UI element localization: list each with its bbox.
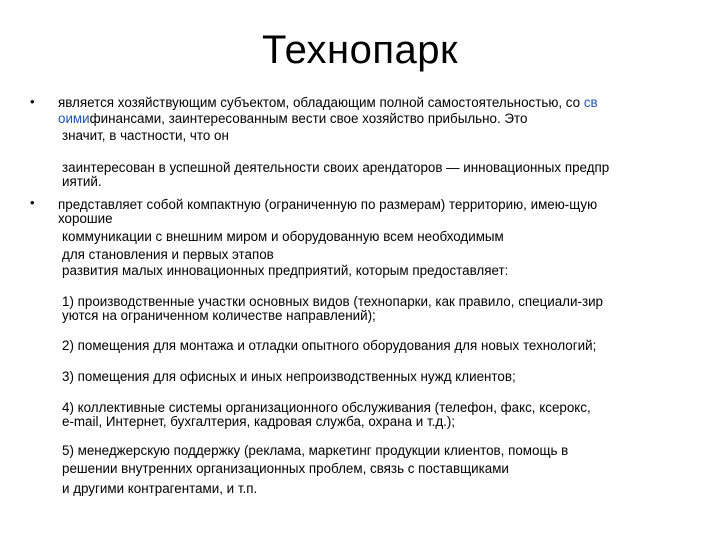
bullet-1: • (30, 94, 35, 109)
paragraph2-line2: хорошие (58, 211, 113, 226)
bullet-2: • (30, 195, 35, 210)
item1-line2: уются на ограниченном количестве направлений); (62, 308, 376, 323)
paragraph2-line5: развития малых инновационных предприятий, которым предоставляет: (62, 263, 509, 278)
paragraph1-line3: значит, в частности, что он (62, 128, 229, 143)
item4-line1: 4) коллективные системы организационного обслуживания (телефон, факс, ксерокс, (62, 400, 591, 415)
paragraph1-line5: иятий. (62, 174, 102, 189)
item3: 3) помещения для офисных и иных непроизводственных нужд клиентов; (62, 369, 516, 384)
item4-line2: e-mail, Интернет, бухгалтерия, кадровая служба, охрана и т.д.); (62, 414, 456, 429)
item5-line2: решении внутренних организационных проблем, связь с поставщиками (62, 461, 509, 476)
slide-title: Технопарк (261, 28, 459, 72)
paragraph1-line2-blue: оими (58, 111, 90, 126)
paragraph2-line1: представляет собой компактную (ограниченную по размерам) территорию, имею-щую (58, 197, 598, 212)
paragraph2-line4: для становления и первых этапов (62, 247, 274, 262)
item5-line1: 5) менеджерскую поддержку (реклама, маркетинг продукции клиентов, помощь в (62, 443, 569, 458)
item1-line1: 1) производственные участки основных видов (технопарки, как правило, специали-зир (62, 294, 604, 309)
paragraph1-line2 (58, 111, 527, 126)
paragraph1-line1 (58, 95, 598, 110)
paragraph1-line4: заинтересован в успешной деятельности своих арендаторов — инновационных предпр (62, 160, 610, 175)
item5-line3: и другими контрагентами, и т.п. (62, 481, 258, 496)
paragraph1-line1-blue: св (583, 95, 598, 110)
paragraph1-line1-text: является хозяйствующим субъектом, обладающим полной самостоятельностью, со (58, 95, 584, 110)
item2: 2) помещения для монтажа и отладки опытного оборудования для новых технологий; (62, 338, 597, 353)
paragraph1-line2-text: финансами, заинтересованным вести свое хозяйство прибыльно. Это (89, 111, 528, 126)
paragraph2-line3: коммуникации с внешним миром и оборудованную всем необходимым (62, 229, 504, 244)
